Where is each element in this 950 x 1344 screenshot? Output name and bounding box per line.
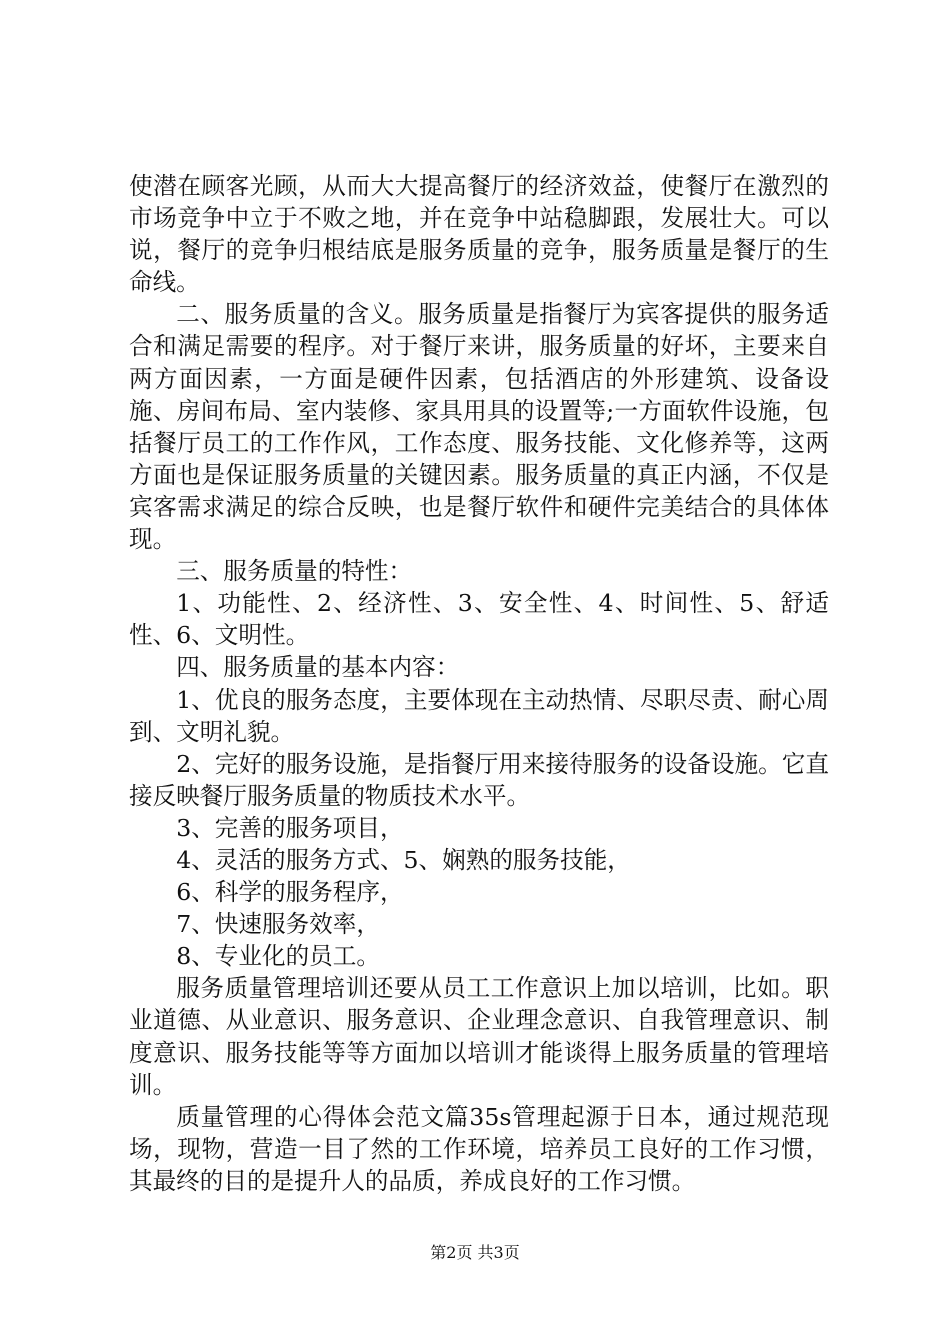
paragraph-3: 三、服务质量的特性：	[176, 557, 413, 586]
paragraph-7: 2、完好的服务设施，是指餐厅用来接待服务的设备设施。它直接反映餐厅服务质量的物质技术水平。	[129, 749, 829, 810]
paragraph-12: 8、专业化的员工。	[176, 942, 380, 971]
paragraph-1: 使潜在顾客光顾，从而大大提高餐厅的经济效益，使餐厅在激烈的市场竞争中立于不败之地，并在竞争中站稳脚跟，发展壮大。可以说，餐厅的竞争归根结底是服务质量的竞争，服务质量是餐厅的生命线。	[129, 172, 829, 297]
paragraph-5: 四、服务质量的基本内容：	[176, 653, 460, 682]
paragraph-14: 质量管理的心得体会范文篇35s管理起源于日本，通过规范现场，现物，营造一目了然的工作环境，培养员工良好的工作习惯，其最终的目的是提升人的品质，养成良好的工作习惯。	[129, 1102, 829, 1195]
document-body	[129, 170, 829, 1197]
page-number-footer: 第2页 共3页	[430, 1243, 520, 1262]
paragraph-11: 7、快速服务效率，	[176, 910, 380, 939]
paragraph-9: 4、灵活的服务方式、5、娴熟的服务技能，	[176, 845, 631, 874]
paragraph-6: 1、优良的服务态度，主要体现在主动热情、尽职尽责、耐心周到、文明礼貌。	[129, 685, 829, 746]
paragraph-10: 6、科学的服务程序，	[176, 878, 404, 907]
paragraph-2: 二、服务质量的含义。服务质量是指餐厅为宾客提供的服务适合和满足需要的程序。对于餐厅来讲，服务质量的好坏，主要来自两方面因素，一方面是硬件因素，包括酒店的外形建筑、设备设施、房间布局、室内装修、家具用具的设置等;一方面软件设施，包括餐厅员工的工作作风，工作态度、服务技能、文化修养等，这两方面也是保证服务质量的关键因素。服务质量的真正内涵，不仅是宾客需求满足的综合反映，也是餐厅软件和硬件完美结合的具体体现。	[129, 300, 829, 554]
paragraph-8: 3、完善的服务项目，	[176, 813, 404, 842]
paragraph-4: 1、功能性、2、经济性、3、安全性、4、时间性、5、舒适性、6、文明性。	[129, 589, 829, 650]
paragraph-13: 服务质量管理培训还要从员工工作意识上加以培训，比如。职业道德、从业意识、服务意识、企业理念意识、自我管理意识、制度意识、服务技能等等方面加以培训才能谈得上服务质量的管理培训。	[129, 974, 829, 1099]
